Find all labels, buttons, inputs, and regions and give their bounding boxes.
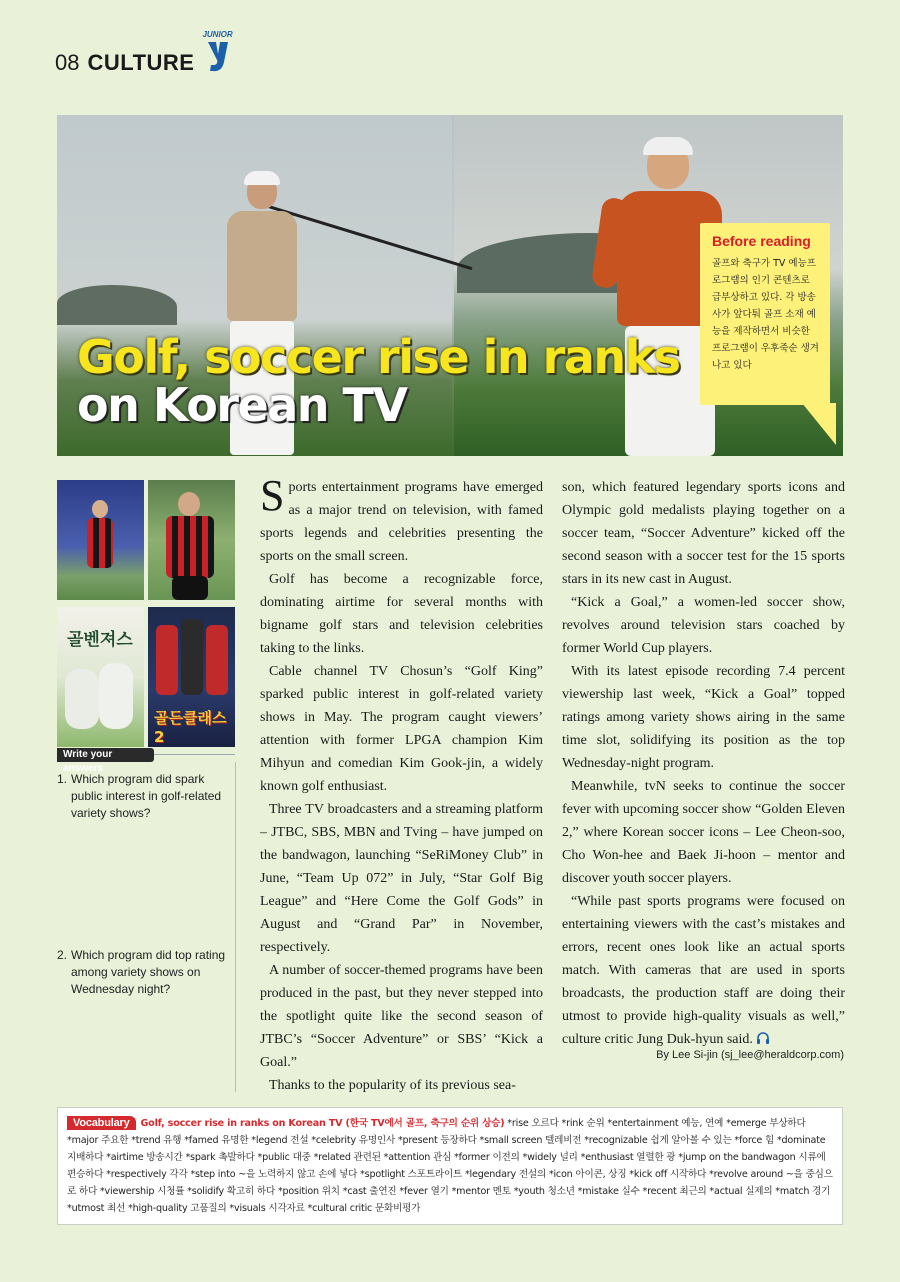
thumbnail-player-2 — [148, 480, 235, 600]
poster1-title: 골벤져스 — [67, 630, 133, 650]
article-paragraph: Thanks to the popularity of its previous sea- — [269, 1078, 516, 1093]
article-paragraph: Sports entertainment programs have emerged as a major trend on television, with famed sports legends and celebrities presenting the sports on the small screen. — [260, 471, 543, 564]
headline-line2: on Korean TV — [77, 378, 407, 433]
logo-j-icon — [204, 40, 234, 74]
headline — [77, 330, 680, 433]
article-paragraph: A number of soccer-themed programs have been produced in the past, but they never stepped into the spotlight quite like the second season of JTBC’s “Soccer Adventure” or SBS’ “Kick a Goal.” — [260, 963, 543, 1070]
question-text: Which program did top rating among variety shows on Wednesday night? — [71, 948, 226, 996]
article-column-1 — [260, 471, 543, 1097]
article-paragraph: Three TV broadcasters and a streaming platform – JTBC, SBS, MBN and Tving – have jumped on the bandwagon, launching “SeRiMoney Club” in June, “Team Up 072” in July, “Star Golf Big League” and “Here Come the Golf Gods” in August and “Grand Par” in November, respectively. — [260, 802, 543, 955]
poster-golf-show — [57, 607, 144, 747]
junior-logo — [202, 30, 236, 76]
question-1 — [57, 771, 227, 822]
thumbnail-player-1 — [57, 480, 144, 600]
drop-cap: S — [260, 471, 285, 520]
article-paragraph: “While past sports programs were focused on entertaining viewers with the cast’s mistakes and errors, recent ones look like an actual sports match. With cameras that are used in sports broadcasts, the production staff are doing their utmost to provide high-quality visuals as well,” culture critic Jung Duk-hyun said. — [562, 894, 845, 1047]
write-your-answers-label: Write your answers — [57, 748, 154, 762]
page-number: 08 — [55, 50, 80, 75]
before-reading-body: 골프와 축구가 TV 예능프로그램의 인기 콘텐츠로 급부상하고 있다. 각 방송사가 앞다퉈 골프 소재 예능을 제작하면서 비슷한 프로그램이 우후죽순 생겨나고 있다 — [712, 258, 819, 371]
before-reading-box — [700, 223, 830, 405]
byline: By Lee Si-jin (sj_lee@heraldcorp.com) — [656, 1049, 844, 1061]
headphones-icon — [756, 1032, 770, 1044]
vocabulary-box — [57, 1107, 843, 1225]
hero-photo — [57, 115, 843, 456]
article-paragraph: With its latest episode recording 7.4 percent viewership last week, “Kick a Goal” topped ratings among variety shows airing in the same time slot, solidifying its position as the top Wednesday-night program. — [562, 664, 845, 771]
article-paragraph: Cable channel TV Chosun’s “Golf King” sparked public interest in golf-related variety shows in May. The program caught viewers’ attention with former LPGA champion Kim Mihyun and comedian Kim Gook-jin, a widely known golf enthusiast. — [260, 664, 543, 794]
question-text: Which program did spark public interest in golf-related variety shows? — [71, 772, 222, 820]
question-number: 1. — [57, 772, 68, 786]
question-2 — [57, 947, 227, 998]
vocabulary-list: *rise 오르다 *rink 순위 *entertainment 예능, 연예 *emerge 부상하다 *major 주요한 *trend 유행 *famed 유명한 *legend 전설 *celebrity 유명인사 *present 등장하다 *small screen 텔레비전 *recognizable 쉽게 알아볼 수 있는 *force 힘 *dominate 지배하다 *airtime 방송시간 *spark 촉발하다 *public 대중 *related 관련된 *attention 관심 *former 이전의 *widely 널리 *enthusiast 열렬한 광 *jump on the bandwagon 시류에 편승하다 *respectively 각각 *step into ~을 노력하지 않고 손에 넣다 *spotlight 스포트라이트 *legendary 전설의 *icon 아이콘, 상징 *kick off 시작하다 *revolve around ~을 중심으로 하다 *viewership 시청률 *solidify 확고히 하다 *position 위치 *cast 출연진 *fever 열기 *mentor 멘토 *youth 청소년 *mistake 실수 *recent 최근의 *actual 실제의 *match 경기 *utmost 최선 *high-quality 고품질의 *visuals 시각자료 *cultural critic 문화비평가 — [67, 1118, 833, 1214]
before-reading-title: Before reading — [712, 233, 811, 249]
article-paragraph: Meanwhile, tvN seeks to continue the soccer fever with upcoming soccer show “Golden Eleven 2,” where Korean soccer icons – Lee Cheon-soo, Cho Won-hee and Baek Ji-hoon – mentor and discover youth soccer players. — [562, 779, 845, 886]
page-header — [55, 30, 236, 76]
vocabulary-tag: Vocabulary — [67, 1116, 136, 1130]
headline-line1: Golf, soccer rise in ranks — [77, 330, 680, 384]
question-number: 2. — [57, 948, 68, 962]
section-title: CULTURE — [87, 50, 195, 75]
poster-soccer-show — [148, 607, 235, 747]
logo-text: JUNIOR — [202, 30, 233, 39]
poster2-title: 골든클래스2 — [154, 709, 227, 746]
article-column-2 — [562, 476, 845, 1051]
article-paragraph: Golf has become a recognizable force, dominating airtime for several months with bigname golf stars and television celebrities taking to the links. — [260, 572, 543, 656]
vocabulary-heading: Golf, soccer rise in ranks on Korean TV (한국 TV에서 골프, 축구의 순위 상승) — [140, 1118, 505, 1129]
article-paragraph: son, which featured legendary sports icons and Olympic gold medalists playing together on a soccer team, “Soccer Adventure” kicked off the second season with a soccer test for the 15 sports stars in its new cast in August. — [562, 480, 845, 587]
article-paragraph: “Kick a Goal,” a women-led soccer show, revolves around television stars coached by former World Cup players. — [562, 595, 845, 656]
